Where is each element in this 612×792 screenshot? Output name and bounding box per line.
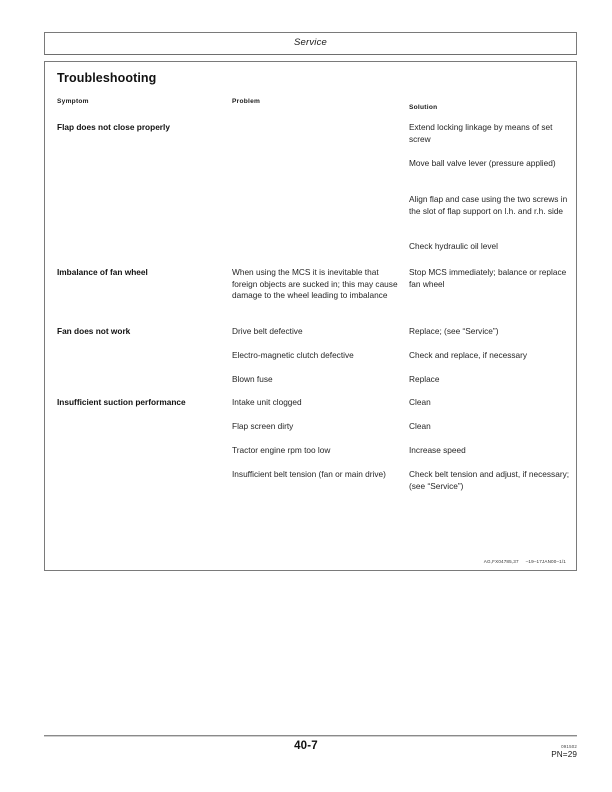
cell-symptom: Insufficient suction performance (57, 397, 186, 407)
doc-reference-code: AG,FX04785,37 (483, 559, 519, 564)
cell-solution: Increase speed (409, 445, 466, 455)
cell-solution: Check hydraulic oil level (409, 241, 499, 251)
column-header-symptom: Symptom (57, 98, 89, 105)
cell-solution: Replace; (see “Service”) (409, 326, 499, 336)
document-reference-id (484, 559, 566, 564)
cell-symptom: Flap does not close properly (57, 122, 170, 132)
cell-problem: Flap screen dirty (232, 421, 294, 431)
cell-solution: Check belt tension and adjust, if necessary; (see “Service”) (409, 469, 570, 491)
footer-part-number: PN=29 (551, 750, 577, 759)
content-frame (44, 61, 577, 571)
cell-problem: When using the MCS it is inevitable that foreign objects are sucked in; this may cause damage to the wheel leading to imbalance (232, 267, 398, 301)
cell-solution: Check and replace, if necessary (409, 350, 528, 360)
cell-symptom: Imbalance of fan wheel (57, 267, 148, 277)
column-header-solution: Solution (409, 104, 438, 111)
cell-problem: Tractor engine rpm too low (232, 445, 331, 455)
cell-solution: Move ball valve lever (pressure applied) (409, 158, 556, 168)
cell-problem: Drive belt defective (232, 326, 303, 336)
running-header-box (44, 32, 577, 55)
cell-problem: Insufficient belt tension (fan or main drive) (232, 469, 386, 479)
cell-solution: Clean (409, 397, 431, 407)
section-title: Troubleshooting (57, 71, 157, 85)
column-header-problem: Problem (232, 98, 261, 105)
page-number: 40-7 (294, 740, 318, 752)
doc-reference-revision: –19–17JAN00–1/1 (525, 559, 566, 564)
cell-symptom: Fan does not work (57, 326, 131, 336)
cell-solution: Stop MCS immediately; balance or replace fan wheel (409, 267, 567, 289)
cell-problem: Electro-magnetic clutch defective (232, 350, 354, 360)
cell-solution: Clean (409, 421, 431, 431)
cell-problem: Intake unit clogged (232, 397, 302, 407)
running-header-title: Service (293, 37, 328, 48)
cell-solution: Replace (409, 374, 440, 384)
cell-solution: Extend locking linkage by means of set screw (409, 122, 553, 144)
footer-divider (44, 735, 577, 737)
footer-right-block (457, 744, 577, 760)
cell-problem: Blown fuse (232, 374, 273, 384)
cell-solution: Align flap and case using the two screws in the slot of flap support on l.h. and r.h. side (409, 194, 568, 216)
footer-date-code: 091502 (561, 744, 577, 749)
